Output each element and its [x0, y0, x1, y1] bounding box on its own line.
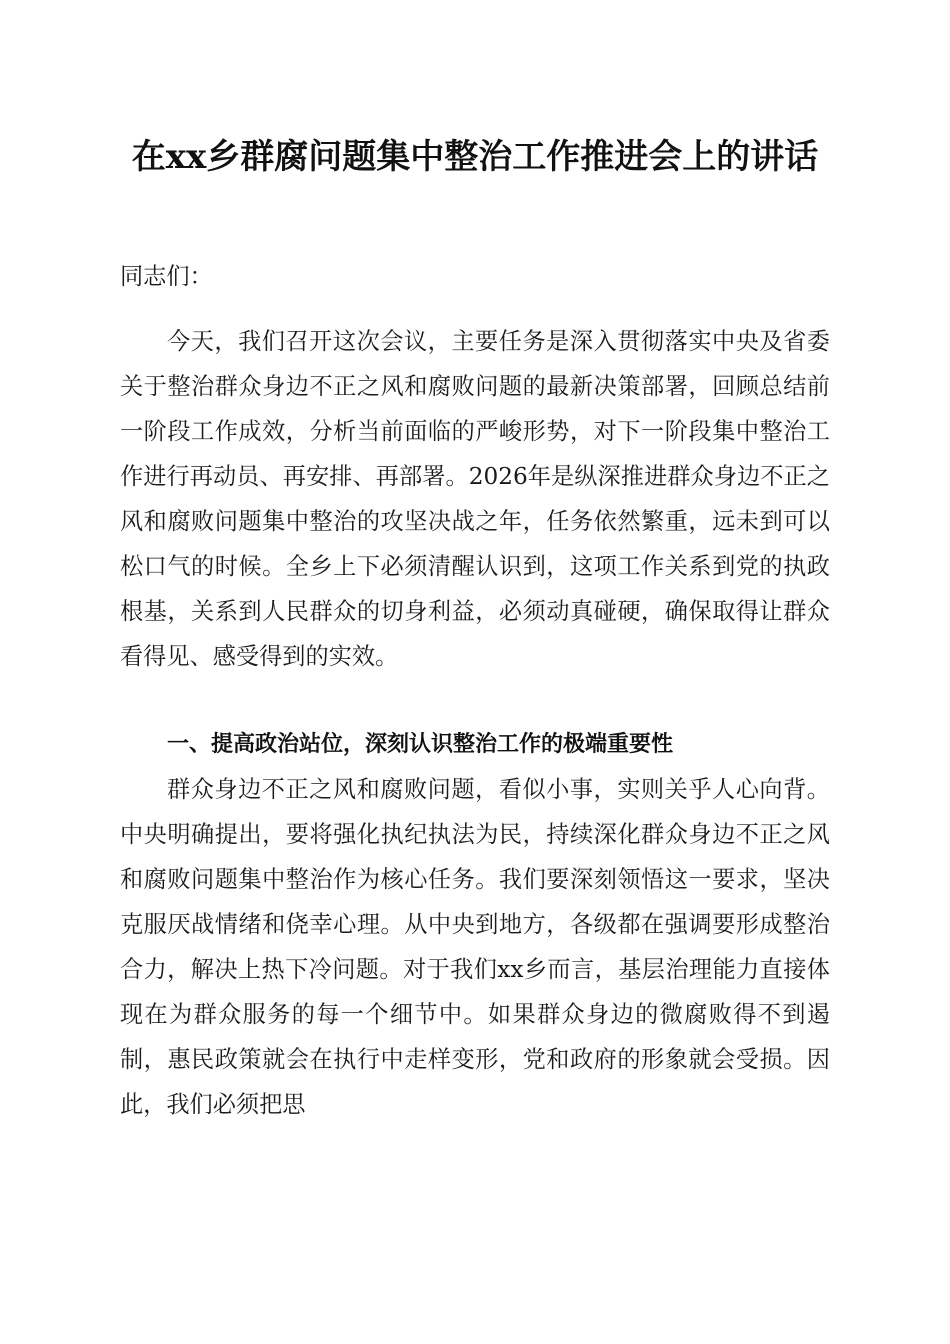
- paragraph-intro: 今天，我们召开这次会议，主要任务是深入贯彻落实中央及省委关于整治群众身边不正之风和腐败问题的最新决策部署，回顾总结前一阶段工作成效，分析当前面临的严峻形势，对下一阶段集中整治工作进行再动员、再安排、再部署。2026年是纵深推进群众身边不正之风和腐败问题集中整治的攻坚决战之年，任务依然繁重，远未到可以松口气的时候。全乡上下必须清醒认识到，这项工作关系到党的执政根基，关系到人民群众的切身利益，必须动真碰硬，确保取得让群众看得见、感受得到的实效。: [120, 328, 830, 670]
- salutation: 同志们：: [120, 263, 213, 290]
- paragraph-section-1: 群众身边不正之风和腐败问题，看似小事，实则关乎人心向背。中央明确提出，要将强化执纪执法为民，持续深化群众身边不正之风和腐败问题集中整治作为核心任务。我们要深刻领悟这一要求，坚决克服厌战情绪和侥幸心理。从中央到地方，各级都在强调要形成整治合力，解决上热下冷问题。对于我们xx乡而言，基层治理能力直接体现在为群众服务的每一个细节中。如果群众身边的微腐败得不到遏制，惠民政策就会在执行中走样变形，党和政府的形象就会受损。因此，我们必须把思: [120, 776, 830, 1118]
- document-title: 在xx乡群腐问题集中整治工作推进会上的讲话: [131, 137, 819, 177]
- section-heading-1: 一、提高政治站位，深刻认识整治工作的极端重要性: [167, 732, 674, 757]
